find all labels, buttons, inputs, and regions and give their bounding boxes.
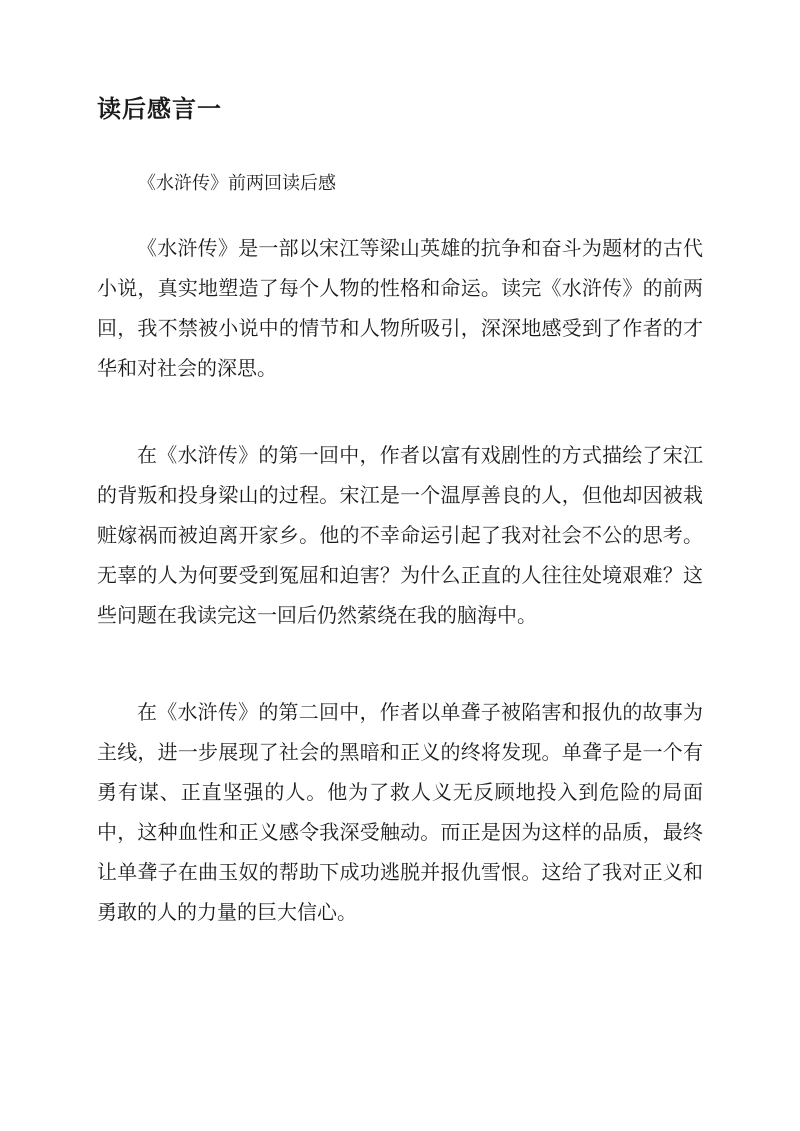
paragraph-chapter-two: 在《水浒传》的第二回中，作者以单聋子被陷害和报仇的故事为主线，进一步展现了社会的黑暗和正义的终将发现。单聋子是一个有勇有谋、正直坚强的人。他为了救人义无反顾地投入到危险的局面中，这种血性和正义感令我深受触动。而正是因为这样的品质，最终让单聋子在曲玉奴的帮助下成功逃脱并报仇雪恨。这给了我对正义和勇敢的人的力量的巨大信心。 xyxy=(97,700,703,924)
page-title: 读后感言一 xyxy=(97,95,222,123)
paragraph-chapter-one: 在《水浒传》的第一回中，作者以富有戏剧性的方式描绘了宋江的背叛和投身梁山的过程。宋江是一个温厚善良的人，但他却因被栽赃嫁祸而被迫离开家乡。他的不幸命运引起了我对社会不公的思考。无辜的人为何要受到冤屈和迫害？为什么正直的人往往处境艰难？这些问题在我读完这一回后仍然萦绕在我的脑海中。 xyxy=(97,443,703,627)
essay-subtitle: 《水浒传》前两回读后感 xyxy=(138,173,336,194)
paragraph-intro: 《水浒传》是一部以宋江等梁山英雄的抗争和奋斗为题材的古代小说，真实地塑造了每个人物的性格和命运。读完《水浒传》的前两回，我不禁被小说中的情节和人物所吸引，深深地感受到了作者的才华和对社会的深思。 xyxy=(97,236,703,380)
